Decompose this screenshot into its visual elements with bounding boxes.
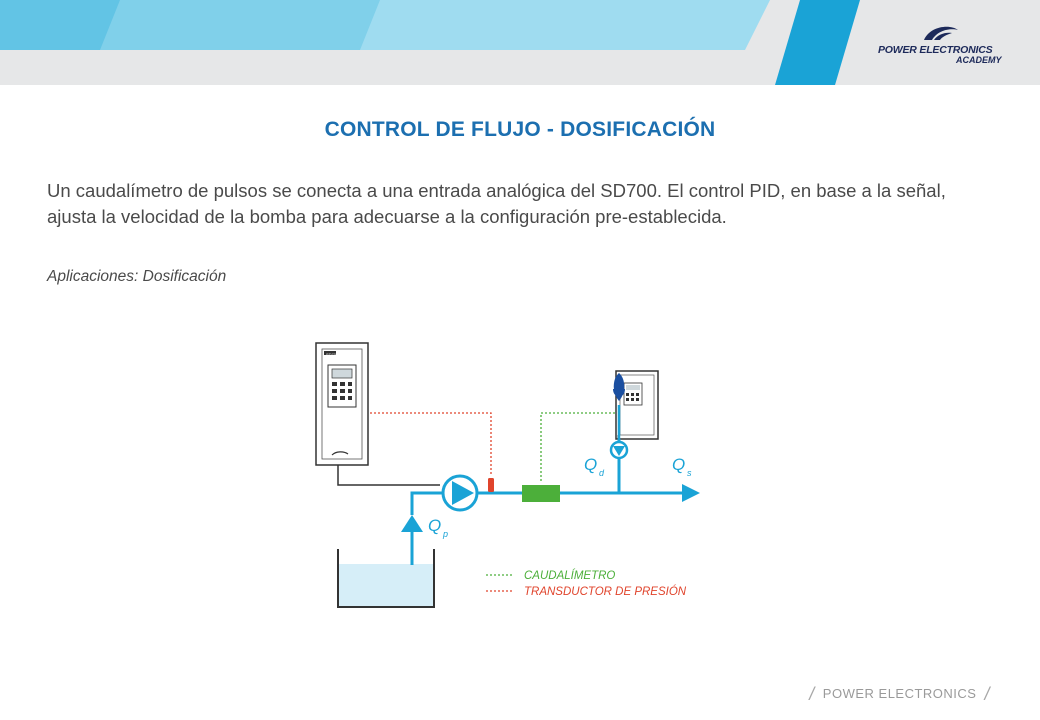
drive-label: SD700 <box>326 352 339 357</box>
logo-swoosh-icon <box>920 24 960 44</box>
legend-pressure-label: TRANSDUCTOR DE PRESIÓN <box>524 586 687 598</box>
label-qd <box>584 455 605 478</box>
power-electronics-academy-logo <box>860 22 1020 72</box>
logo-text-academy: ACADEMY <box>956 55 1002 65</box>
logo-text-brand: POWER ELECTRONICS <box>878 44 993 56</box>
discharge-arrow <box>682 484 700 502</box>
pressure-transducer-signal-line <box>370 413 491 475</box>
pressure-transducer <box>488 478 494 492</box>
page-title: CONTROL DE FLUJO - DOSIFICACIÓN <box>324 118 716 141</box>
footer-slash-left: / <box>809 684 815 704</box>
svg-text:Q: Q <box>428 516 442 535</box>
suction-pipe-upper <box>412 493 442 515</box>
footer-brand <box>801 684 998 705</box>
svg-text:p: p <box>443 529 449 539</box>
svg-text:d: d <box>599 468 605 478</box>
label-qp <box>428 516 448 539</box>
legend-flowmeter-label: CAUDALÍMETRO <box>524 570 616 582</box>
applications-line: Aplicaciones: Dosificación <box>47 268 227 285</box>
svg-text:Q: Q <box>672 455 686 474</box>
footer-brand-text: POWER ELECTRONICS <box>822 686 977 701</box>
dosing-pump <box>611 442 627 458</box>
suction-arrow <box>401 515 423 532</box>
water-tank <box>338 549 434 607</box>
sd700-drive-main <box>316 343 368 465</box>
svg-text:s: s <box>687 468 692 478</box>
legend <box>486 569 687 598</box>
drive-to-pump-cable <box>338 465 440 485</box>
label-qs <box>672 455 692 478</box>
svg-text:Q: Q <box>584 455 598 474</box>
flow-control-diagram <box>300 335 740 620</box>
main-pump <box>443 476 477 510</box>
footer-slash-right: / <box>984 684 990 704</box>
flowmeter <box>522 485 560 502</box>
body-paragraph: Un caudalímetro de pulsos se conecta a una entrada analógica del SD700. El control PID, en base a la señal, ajusta la velocidad de la bomba para adecuarse a la configuración pre-establecida. <box>47 180 946 227</box>
